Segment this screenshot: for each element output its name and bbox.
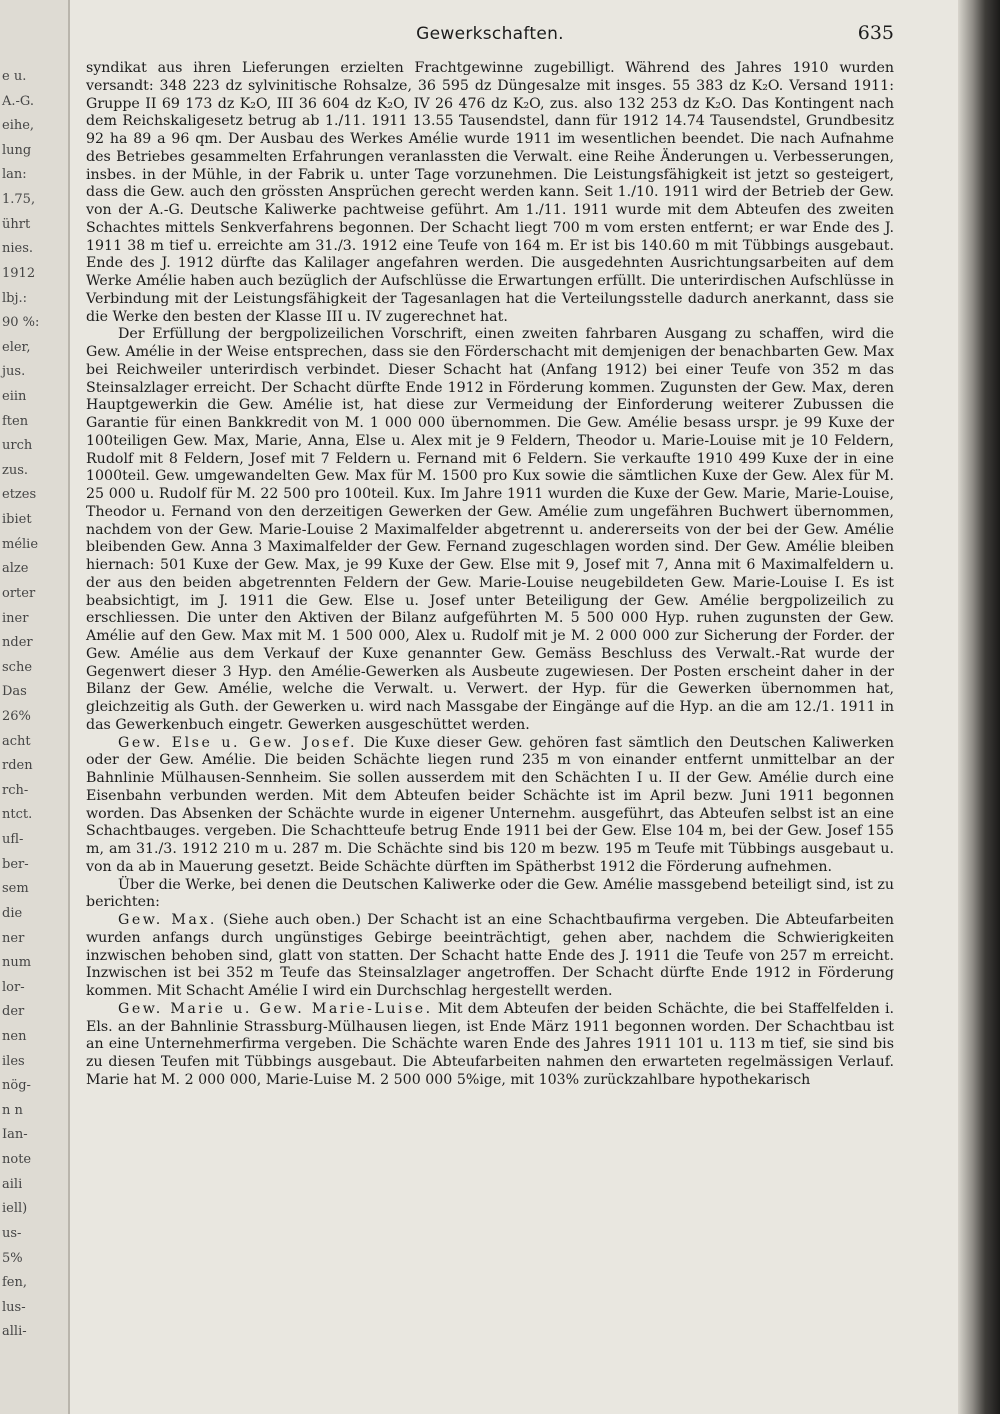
margin-fragment: der bbox=[2, 1004, 25, 1019]
margin-fragment: ntct. bbox=[2, 807, 33, 822]
margin-fragment: ibiet bbox=[2, 512, 32, 527]
margin-fragment: aili bbox=[2, 1177, 23, 1192]
margin-fragment: 1.75, bbox=[2, 192, 36, 207]
margin-fragment: urch bbox=[2, 438, 33, 453]
paragraph-text: (Siehe auch oben.) Der Schacht ist an eine Schachtbaufirma vergeben. Die Abteufarbeiten wurden anfangs durch ungünstiges Gebirge beeinträchtigt, gehen aber, nachdem die Schwierigkeiten inzwischen behoben sind, glatt von statten. Der Schacht hatte Ende des J. 1911 die Teufe von 257 m erreicht. Inzwischen ist bei 352 m Teufe das Steinsalzlager angetroffen. Der Schacht dürfte Ende 1912 in Förderung kommen. Mit Schacht Amélie I wird ein Durchschlag hergestellt werden. bbox=[86, 912, 894, 999]
margin-fragment: lan: bbox=[2, 167, 27, 182]
margin-fragment: num bbox=[2, 955, 32, 970]
margin-fragment: sem bbox=[2, 881, 29, 896]
page-number: 635 bbox=[857, 22, 894, 44]
margin-fragment: 90 %: bbox=[2, 315, 40, 330]
paragraph-lead: Gew. Marie u. Gew. Marie-Luise. bbox=[118, 1000, 433, 1017]
margin-fragment: rch- bbox=[2, 783, 29, 798]
margin-fragment: ner bbox=[2, 931, 25, 946]
margin-fragment: zus. bbox=[2, 463, 29, 478]
document-page bbox=[86, 18, 894, 1090]
margin-fragment: acht bbox=[2, 734, 31, 749]
paragraph-text: Die Kuxe dieser Gew. gehören fast sämtlich den Deutschen Kaliwerken oder der Gew. Amélie. Die beiden Schächte liegen rund 235 m von einander entfernt unmittelbar an der Bahnlinie Mülhausen-Sennheim. Sie sollen ausserdem mit den Schächten I u. II der Gew. Amélie durch eine Eisenbahn verbunden werden. Mit dem Abteufen beider Schächte ist im April bezw. Juni 1911 begonnen worden. Das Absenken der Schächte wurde in eigener Unternehm. ausgeführt, das Abteufen selbst ist an eine Schachtbauges. vergeben. Die Schachtteufe betrug Ende 1911 bei der Gew. Else 104 m, bei der Gew. Josef 155 m, am 31./3. 1912 210 m u. 287 m. Die Schächte sind bis 120 m bezw. 195 m Teufe mit Tübbings ausgebaut u. von da ab in Mauerung gesetzt. Beide Schächte dürften im Spätherbst 1912 die Förderung aufnehmen. bbox=[86, 734, 894, 875]
margin-fragment: nder bbox=[2, 635, 33, 650]
margin-fragment: us- bbox=[2, 1226, 22, 1241]
margin-fragment: lor- bbox=[2, 980, 25, 995]
page-header bbox=[86, 18, 894, 52]
margin-fragment: nen bbox=[2, 1029, 27, 1044]
adjacent-page-margin bbox=[0, 0, 70, 1414]
margin-fragment: nög- bbox=[2, 1078, 31, 1093]
margin-fragment: iles bbox=[2, 1054, 25, 1069]
paragraph-text: Der Erfüllung der bergpolizeilichen Vorschrift, einen zweiten fahrbaren Ausgang zu schaffen, wird die Gew. Amélie in der Weise entsprechen, dass sie den Förderschacht mit demjenigen der benachbarten Gew. Max bei Reichweiler unterirdisch verbindet. Dieser Schacht hat (Anfang 1912) bei einer Teufe von 352 m das Steinsalzlager erreicht. Der Schacht dürfte Ende 1912 in Förderung kommen. Zugunsten der Gew. Max, deren Hauptgewerkin die Gew. Amélie ist, hat diese zur Vermeidung der Einforderung weiterer Zubussen die Garantie für einen Bankkredit von M. 1 000 000 übernommen. Die Gew. Amélie besass urspr. je 99 Kuxe der 100teiligen Gew. Max, Marie, Anna, Else u. Alex mit je 9 Feldern, Theodor u. Marie-Louise mit je 10 Feldern, Rudolf mit 8 Feldern, Josef mit 7 Feldern u. Fernand mit 6 Feldern. Sie verkaufte 1910 499 Kuxe der in eine 1000teil. Gew. umgewandelten Gew. Max für M. 1500 pro Kux sowie die sämtlichen Kuxe der Gew. Alex für M. 25 000 u. Rudolf für M. 22 500 pro 100teil. Kux. Im Jahre 1911 wurden die Kuxe der Gew. Marie, Marie-Louise, Theodor u. Fernand von den derzeitigen Gewerken der Gew. Amélie zum ungefähren Buchwert übernommen, nachdem von der Gew. Marie-Louise 2 Maximalfelder abgetrennt u. andererseits von der bei der Gew. Amélie bleibenden Gew. Anna 3 Maximalfelder der Gew. Fernand zugeschlagen worden sind. Der Gew. Amélie bleiben hiernach: 501 Kuxe der Gew. Max, je 99 Kuxe der Gew. Else mit 9, Josef mit 7, Anna mit 6 Maximalfeldern u. der aus den beiden abgetrennten Feldern der Gew. Marie-Louise neugebildeten Gew. Marie-Louise I. Es ist beabsichtigt, im J. 1911 die Gew. Else u. Josef unter Beteiligung der Gew. Amélie bergpolizeilich zu erschliessen. Die unter den Aktiven der Bilanz aufgeführten M. 5 500 000 Hyp. ruhen zugunsten der Gew. Amélie auf den Gew. Max mit M. 1 500 000, Alex u. Rudolf mit je M. 2 000 000 zur Sicherung der Forder. der Gew. Amélie aus dem Verkauf der Kuxe genannter Gew. Gemäss Beschluss des Verwalt.-Rat wurde der Gegenwert dieser 3 Hyp. den Amélie-Gewerken als Ausbeute zugewiesen. Der Posten erscheint daher in der Bilanz der Gew. Amélie, welche die Verwalt. u. Verwert. der Hyp. für die Gewerken übernommen hat, gleichzeitig als Guth. der Gewerken u. wird nach Massgabe der Eingänge auf die Hyp. an die am 12./1. 1911 in das Gewerkenbuch eingetr. Gewerken ausgeschüttet werden. bbox=[86, 326, 894, 733]
margin-fragment: ufl- bbox=[2, 832, 24, 847]
margin-fragment: iner bbox=[2, 611, 29, 626]
paragraph bbox=[86, 326, 894, 734]
paragraph bbox=[86, 877, 894, 913]
margin-fragment: Das bbox=[2, 684, 27, 699]
margin-fragment: fen, bbox=[2, 1275, 28, 1290]
margin-fragment: Ian- bbox=[2, 1127, 28, 1142]
margin-fragment: ber- bbox=[2, 857, 29, 872]
margin-fragment: 5% bbox=[2, 1251, 23, 1266]
margin-fragment: lbj.: bbox=[2, 291, 28, 306]
margin-fragment: eler, bbox=[2, 340, 31, 355]
paragraph bbox=[86, 60, 894, 326]
paragraph-text: Über die Werke, bei denen die Deutschen Kaliwerke oder die Gew. Amélie massgebend beteiligt sind, ist zu berichten: bbox=[86, 876, 894, 911]
paragraph-lead: Gew. Else u. Gew. Josef. bbox=[118, 734, 358, 751]
running-title: Gewerkschaften. bbox=[416, 24, 564, 44]
margin-fragment: ften bbox=[2, 414, 29, 429]
paragraph-text: syndikat aus ihren Lieferungen erzielten Frachtgewinne zugebilligt. Während des Jahres 1910 wurden versandt: 348 223 dz sylvinitische Rohsalze, 36 595 dz Düngesalze mit insges. 55 383 dz K₂O. Versand 1911: Gruppe II 69 173 dz K₂O, III 36 604 dz K₂O, IV 26 476 dz K₂O, zus. also 132 253 dz K₂O. Das Kontingent nach dem Reichskaligesetz betrug ab 1./11. 1911 13.55 Tausendstel, dann für 1912 14.74 Tausendstel, Grundbesitz 92 ha 89 a 96 qm. Der Ausbau des Werkes Amélie wurde 1911 im wesentlichen beendet. Die nach Aufnahme des Betriebes gesammelten Erfahrungen veranlassten die Verwalt. eine Reihe Änderungen u. Verbesserungen, insbes. in der Mühle, in der Fabrik u. unter Tage vorzunehmen. Die Leistungsfähigkeit ist jetzt so gesteigert, dass die Gew. auch den grössten Ansprüchen gerecht werden kann. Seit 1./10. 1911 wird der Betrieb der Gew. von der A.-G. Deutsche Kaliwerke pachtweise geführt. Am 1./11. 1911 wurde mit dem Abteufen des zweiten Schachtes mittels Senkverfahrens begonnen. Der Schacht liegt 700 m vom ersten entfernt; er war Ende des J. 1911 38 m tief u. erreichte am 31./3. 1912 eine Teufe von 164 m. Er ist bis 140.60 m mit Tübbings ausgebaut. Ende des J. 1912 dürfte das Kalilager angefahren werden. Die ausgedehnten Ausrichtungsarbeiten auf dem Werke Amélie haben auch bezüglich der Aufschlüsse die Erwartungen erfüllt. Die unterirdischen Aufschlüsse in Verbindung mit der Leistungsfähigkeit der Tagesanlagen hat die Verteilungsstelle dadurch anerkannt, dass sie die Werke den besten der Klasse III u. IV zugerechnet hat. bbox=[86, 60, 894, 325]
margin-fragment: jus. bbox=[2, 364, 26, 379]
paragraph-text: Mit dem Abteufen der beiden Schächte, die bei Staffelfelden i. Els. an der Bahnlinie Strassburg-Mülhausen liegen, ist Ende März 1911 begonnen worden. Der Schachtbau ist an eine Unternehmerfirma vergeben. Die Schächte waren Ende des Jahres 1911 101 u. 113 m tief, sie sind bis zu diesen Teufen mit Tübbings ausgebaut. Die Abteufarbeiten nahmen den erwarteten regelmässigen Verlauf. Marie hat M. 2 000 000, Marie-Luise M. 2 500 000 5%ige, mit 103% zurückzahlbare hypothekarisch bbox=[86, 1000, 894, 1088]
margin-fragment: lung bbox=[2, 143, 32, 158]
margin-fragment: n n bbox=[2, 1103, 23, 1118]
margin-fragment: e u. bbox=[2, 69, 27, 84]
margin-fragment: alli- bbox=[2, 1324, 27, 1339]
book-spine-edge bbox=[958, 0, 1000, 1414]
margin-fragment: A.-G. bbox=[2, 94, 34, 109]
margin-fragment: rden bbox=[2, 758, 33, 773]
paragraph bbox=[86, 1001, 894, 1090]
margin-fragment: 26% bbox=[2, 709, 31, 724]
margin-fragment: eihe, bbox=[2, 118, 35, 133]
margin-fragment: lus- bbox=[2, 1300, 26, 1315]
margin-fragment: sche bbox=[2, 660, 33, 675]
margin-fragment: mélie bbox=[2, 537, 39, 552]
margin-fragment: iell) bbox=[2, 1201, 28, 1216]
margin-fragment: note bbox=[2, 1152, 32, 1167]
margin-fragment: die bbox=[2, 906, 23, 921]
paragraph bbox=[86, 735, 894, 877]
margin-fragment: nies. bbox=[2, 241, 34, 256]
margin-fragment: alze bbox=[2, 561, 29, 576]
margin-fragment: orter bbox=[2, 586, 36, 601]
paragraph bbox=[86, 912, 894, 1001]
margin-fragment: eiin bbox=[2, 389, 27, 404]
margin-fragment: etzes bbox=[2, 487, 37, 502]
body-text bbox=[86, 60, 894, 1090]
margin-fragment: 1912 bbox=[2, 266, 36, 281]
margin-fragment: ührt bbox=[2, 217, 31, 232]
paragraph-lead: Gew. Max. bbox=[118, 912, 217, 928]
